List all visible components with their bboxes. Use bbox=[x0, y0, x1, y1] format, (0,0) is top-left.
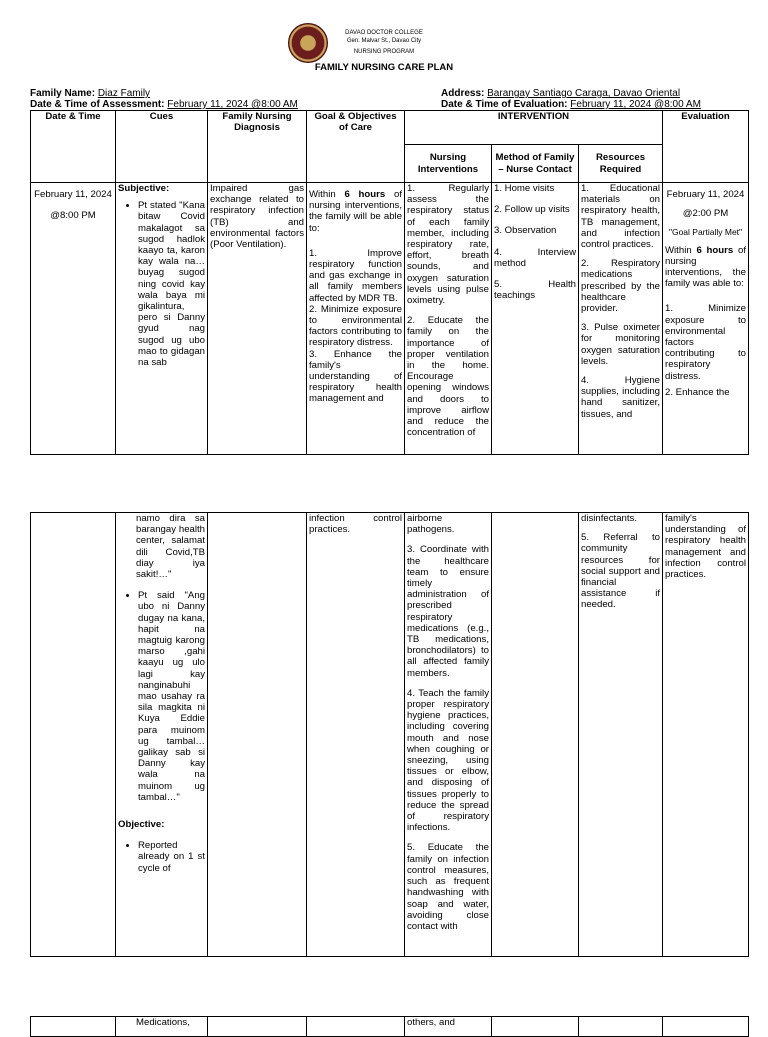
family-name-value: Diaz Family bbox=[97, 88, 151, 99]
resources-cell bbox=[579, 183, 663, 455]
intervention-item: 1. Regularly assess the respiratory status of each family member, including respiratory rate, effort, breath sounds, and oxygen saturation levels using pulse oximetry. bbox=[407, 183, 489, 307]
eval-status: "Goal Partially Met" bbox=[668, 227, 743, 238]
cue-item: • Pt stated "Kana bitaw Covid makalagot sa sugod hadlok kaayo ta, karon kay wala na…buyag sugod ning covid kay wala baya mi gikalintura, pero si Danny gyud nag sugod ug ubo mao to gidagan na sab bbox=[138, 200, 205, 368]
goal-item: 1. Improve respiratory function and gas exchange in all family members affected by MDR TB. bbox=[309, 247, 402, 304]
cues-cell bbox=[116, 183, 208, 455]
evaluation-value: February 11, 2024 @8:00 AM bbox=[570, 99, 701, 110]
resource-item: 2. Respiratory medications prescribed by the healthcare provider. bbox=[581, 258, 660, 315]
goal-item: 2. Minimize exposure to environmental factors contributing to respiratory distress. bbox=[309, 303, 402, 349]
resources-cell-p3 bbox=[579, 1017, 663, 1037]
care-plan-table-page1 bbox=[30, 110, 749, 455]
header-date-time: Date & Time bbox=[31, 111, 116, 183]
program-name: NURSING PROGRAM bbox=[353, 49, 415, 55]
method-item: 5. Health teachings bbox=[494, 279, 576, 302]
date-cell bbox=[31, 183, 116, 455]
assessment-value: February 11, 2024 @8:00 AM bbox=[167, 99, 298, 110]
cue-item: • Pt said "Ang ubo ni Danny dugay na kana, hapit na magtuig karong marso ,gahi kaayu ug ulo lagi kay nanginabuhi mao usahay ra sila magkita ni Kuya Eddie para muinom ug tambal… galikay sab si Danny kay wala na muinom ug tambal…" bbox=[138, 590, 205, 803]
cues-cell-cont bbox=[116, 513, 208, 957]
header-nursing-interventions: Nursing Interventions bbox=[405, 145, 492, 183]
goals-cell: Within 6 hours of nursing interventions, the family will be able to: 1. Improve respiratory function and gas exchange in all family members affected by MDR TB. 2. Minimize exposure to environmental factors contributing to respiratory distress. 3. Enhance the family's understanding of respiratory health management and bbox=[307, 183, 405, 455]
nursing-interventions-cell-p3: others, and bbox=[405, 1017, 492, 1037]
evaluation-cell: February 11, 2024 @2:00 PM "Goal Partially Met" Within 6 hours of nursing interventions, the family was able to: 1. Minimize exposure to environmental factors contributing to respiratory distress. 2. Enhance the bbox=[663, 183, 749, 455]
header-cues: Cues bbox=[116, 111, 208, 183]
diagnosis-cell: Impaired gas exchange related to respiratory infection (TB) and environmental factors (Poor Ventilation). bbox=[208, 183, 307, 455]
eval-item: 2. Enhance the bbox=[665, 386, 730, 398]
evaluation-label: Date & Time of Evaluation: bbox=[441, 99, 568, 110]
resource-item: 4. Hygiene supplies, including hand sanitizer, tissues, and bbox=[581, 375, 660, 420]
resource-item: 5. Referral to community resources for social support and financial assistance if needed. bbox=[581, 532, 660, 611]
header-evaluation: Evaluation bbox=[663, 111, 749, 183]
method-cell-p3 bbox=[492, 1017, 579, 1037]
resource-item: 3. Pulse oximeter for monitoring oxygen saturation levels. bbox=[581, 322, 660, 367]
diagnosis-cell-cont bbox=[208, 513, 307, 957]
date-cell-cont bbox=[31, 513, 116, 957]
subjective-label: Subjective: bbox=[118, 183, 170, 194]
header-method: Method of Family – Nurse Contact bbox=[492, 145, 579, 183]
assessment-label: Date & Time of Assessment: bbox=[30, 99, 165, 110]
resource-item: 1. Educational materials on respiratory health, TB management, and infection control practices. bbox=[581, 183, 660, 251]
college-name: DAVAO DOCTOR COLLEGE bbox=[345, 30, 423, 36]
intervention-item: 5. Educate the family on infection control measures, such as frequent handwashing with soap and water, avoiding close contact with bbox=[407, 842, 489, 932]
intervention-item: 4. Teach the family proper respiratory hygiene practices, including covering mouth and nose when coughing or sneezing, using tissues or elbow, and disposing of tissues properly to reduce the spread of respiratory infections. bbox=[407, 687, 489, 834]
eval-item: 1. Minimize exposure to environmental factors contributing to respiratory distress. bbox=[665, 303, 746, 382]
care-plan-table-page2 bbox=[30, 512, 749, 957]
method-cell-cont bbox=[492, 513, 579, 957]
header-resources: Resources Required bbox=[579, 145, 663, 183]
method-item: 3. Observation bbox=[494, 225, 557, 237]
method-cell bbox=[492, 183, 579, 455]
method-item: 2. Follow up visits bbox=[494, 204, 570, 216]
evaluation-cell-cont: family's understanding of respiratory health management and infection control practices. bbox=[663, 513, 749, 957]
cues-cell-p3: Medications, bbox=[116, 1017, 208, 1037]
objective-label: Objective: bbox=[118, 819, 165, 831]
time-text: @8:00 PM bbox=[50, 210, 96, 222]
date-text: February 11, 2024 bbox=[34, 189, 112, 200]
header-intervention: INTERVENTION bbox=[405, 111, 663, 145]
college-address: Gen. Malvar St., Davao City bbox=[346, 38, 422, 44]
intervention-item-cont: airborne pathogens. bbox=[407, 513, 455, 536]
header-goals: Goal & Objectives of Care bbox=[307, 111, 405, 183]
evaluation-cell-p3 bbox=[663, 1017, 749, 1037]
eval-date: February 11, 2024 bbox=[666, 189, 745, 200]
intervention-item: 2. Educate the family on the importance of proper ventilation in the home. Encourage opening windows and doors to improve airflow and reduce the concentration of bbox=[407, 315, 489, 439]
family-name-label: Family Name: bbox=[30, 88, 96, 99]
goals-cell-cont: infection control practices. bbox=[307, 513, 405, 957]
header-diagnosis: Family Nursing Diagnosis bbox=[208, 111, 307, 183]
assessment-line bbox=[30, 99, 298, 110]
address-value: Barangay Santiago Caraga, Davao Oriental bbox=[487, 88, 681, 99]
method-item: 4. Interview method bbox=[494, 246, 576, 269]
diagnosis-cell-p3 bbox=[208, 1017, 307, 1037]
method-item: 1. Home visits bbox=[494, 183, 555, 194]
intervention-item: 3. Coordinate with the healthcare team to ensure timely administration of prescribed respiratory medications (e.g., TB medications, bronchodilators) to all affected family members. bbox=[407, 544, 489, 679]
resource-item-cont: disinfectants. bbox=[581, 513, 637, 524]
nursing-interventions-cell-cont bbox=[405, 513, 492, 957]
goal-item: 3. Enhance the family's understanding of respiratory health management and bbox=[309, 348, 402, 405]
goals-cell-p3 bbox=[307, 1017, 405, 1037]
eval-time: @2:00 PM bbox=[682, 208, 729, 220]
address-label: Address: bbox=[441, 88, 485, 99]
evaluation-line bbox=[441, 99, 701, 110]
family-name-line bbox=[30, 88, 150, 99]
cue-item-cont: namo dira sa barangay health center, salamat dili Covid,TB diay iya sakit!…" bbox=[136, 513, 205, 581]
resources-cell-cont bbox=[579, 513, 663, 957]
objective-item: • Reported already on 1 st cycle of bbox=[138, 840, 205, 874]
page-title: FAMILY NURSING CARE PLAN bbox=[314, 62, 454, 73]
date-cell-p3 bbox=[31, 1017, 116, 1037]
nursing-interventions-cell bbox=[405, 183, 492, 455]
care-plan-table-page3 bbox=[30, 1016, 749, 1037]
address-line bbox=[441, 88, 680, 99]
